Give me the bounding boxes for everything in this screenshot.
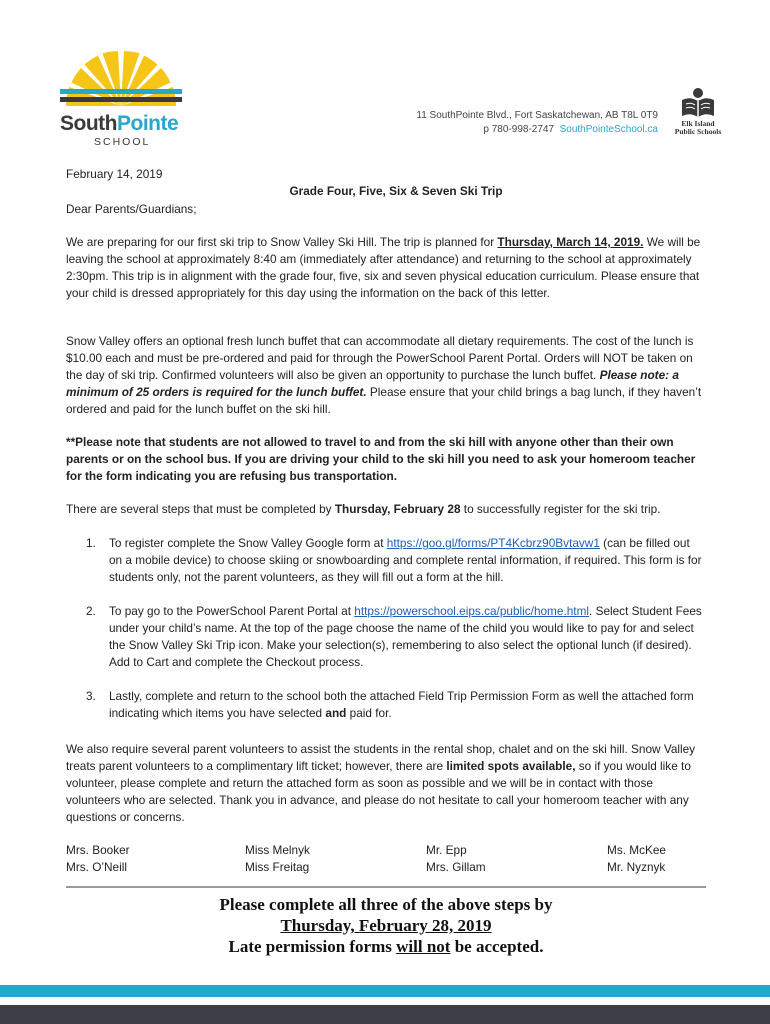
step-number: 1. <box>86 536 96 550</box>
paragraph-lunch <box>66 333 706 418</box>
logo-stripe-dark <box>60 97 182 102</box>
school-subtitle: SCHOOL <box>94 136 151 148</box>
powerschool-link[interactable]: https://powerschool.eips.ca/public/home.html <box>354 604 590 618</box>
division-line2: Public Schools <box>674 127 722 136</box>
school-name-part1: South <box>60 112 117 135</box>
division-name <box>668 120 728 136</box>
book-icon <box>676 86 720 120</box>
teacher-name: Ms. McKee <box>607 843 666 857</box>
p1-text-b: We will be leaving the school at approximately 8:40 am (immediately after attendance) and returning to the school at approximately 2:30pm. This trip is in alignment with the grade four, five, six and seven physical education curriculum. Please ensure that your child is dressed appropriately for this day using the information on the back of this letter. <box>66 235 701 300</box>
p2-text-a: Snow Valley offers an optional fresh lunch buffet that can accommodate all dietary requirements. The cost of the lunch is $10.00 each and must be pre-ordered and paid for through the PowerSchool Parent Portal. Orders will NOT be taken on the day of ski trip. Confirmed volunteers will also be given an opportunity to purchase the lunch buffet. <box>66 334 694 382</box>
google-form-link[interactable]: https://goo.gl/forms/PT4Kcbrz90Bvtavw1 <box>386 536 600 550</box>
final-line3 <box>66 936 706 957</box>
school-address <box>416 109 658 137</box>
p4-text-b: to successfully register for the ski trip. <box>460 502 661 516</box>
list-item <box>66 688 706 722</box>
step-text: paid for. <box>346 706 392 720</box>
teacher-column <box>66 842 245 876</box>
step-text: Lastly, complete and return to the school both the attached Field Trip Permission Form as well the attached form indicating which items you have selected <box>109 689 694 720</box>
teacher-name: Mr. Nyznyk <box>607 860 666 874</box>
final-line3-a: Late permission forms <box>228 937 397 956</box>
limited-spots: limited spots available, <box>446 759 576 773</box>
teacher-name: Mrs. Booker <box>66 843 130 857</box>
final-line3-emphasis: will not <box>396 937 451 956</box>
step-text: . Select Student Fees under your child’s name. At the top of the page choose the name of the child you would like to pay for and select the Snow Valley Ski Trip icon. Make your selection(s), remembering to also select the optional lunch (if desired). Add to Cart and complete the Checkout process. <box>109 604 702 669</box>
logo-stripe-blue <box>60 89 182 94</box>
teacher-signatures <box>66 842 706 876</box>
teacher-column <box>245 842 426 876</box>
paragraph-transport-note: **Please note that students are not allowed to travel to and from the ski hill with anyone other than their own parents or on the school bus. If you are driving your child to the ski hill you need to ask your homeroom teacher for the form indicating you are refusing bus transportation. <box>66 435 696 483</box>
teacher-name: Miss Freitag <box>245 860 310 874</box>
step-text: To pay go to the PowerSchool Parent Portal at <box>109 604 355 618</box>
school-website[interactable]: SouthPointeSchool.ca <box>559 124 658 135</box>
teacher-name: Miss Melnyk <box>245 843 310 857</box>
step-text: (can be filled out on a mobile device) to choose skiing or snowboarding and complete rental information, if required. This form is for students only, not the parent volunteers, as they will fill out a form at the hill. <box>109 536 702 584</box>
final-deadline: Thursday, February 28, 2019 <box>280 916 492 935</box>
list-item <box>66 603 706 671</box>
step-emphasis: and <box>325 706 347 720</box>
paragraph-trip-info <box>66 234 706 302</box>
teacher-name: Mrs. Gillam <box>426 860 486 874</box>
steps-list <box>66 535 706 722</box>
salutation: Dear Parents/Guardians; <box>66 202 197 216</box>
teacher-column <box>426 842 607 876</box>
school-name-part2: Pointe <box>116 112 179 135</box>
phone-number: p 780-998-2747 <box>483 124 555 135</box>
list-item <box>66 535 706 586</box>
division-line1: Elk Island <box>681 119 715 128</box>
trip-date: Thursday, March 14, 2019. <box>497 235 644 249</box>
p1-text-a: We are preparing for our first ski trip to Snow Valley Ski Hill. The trip is planned for <box>66 235 498 249</box>
p5-text-b: so if you would like to volunteer, please complete and return the attached form as soon as possible and we will be in contact with those volunteers who are selected. Thank you in advance, and please do not hesitate to call your homeroom teacher with any questions or concerns. <box>66 759 691 824</box>
lunch-note: Please note: a minimum of 25 orders is required for the lunch buffet. <box>66 368 679 399</box>
step-text: To register complete the Snow Valley Google form at <box>109 536 387 550</box>
final-notice <box>66 894 706 957</box>
contact-line <box>416 123 658 137</box>
deadline-date: Thursday, February 28 <box>334 502 461 516</box>
step-number: 3. <box>86 689 96 703</box>
teacher-name: Mr. Epp <box>426 843 467 857</box>
letter-title: Grade Four, Five, Six & Seven Ski Trip <box>289 184 503 198</box>
footer-bar-dark <box>0 1005 770 1024</box>
final-line3-b: be accepted. <box>450 937 544 956</box>
p2-text-b: Please ensure that your child brings a bag lunch, if they haven’t ordered and paid for the lunch buffet on the ski hill. <box>66 385 702 416</box>
divider <box>66 886 706 888</box>
letter-date: February 14, 2019 <box>66 167 163 181</box>
teacher-column <box>607 842 706 876</box>
final-line1: Please complete all three of the above steps by <box>219 895 553 914</box>
p4-text-a: There are several steps that must be completed by <box>66 502 335 516</box>
school-name <box>60 112 178 136</box>
teacher-name: Mrs. O’Neill <box>66 860 127 874</box>
step-number: 2. <box>86 604 96 618</box>
paragraph-volunteers <box>66 741 706 826</box>
paragraph-steps-intro <box>66 501 706 518</box>
footer-bar-blue <box>0 985 770 997</box>
p5-text-a: We also require several parent volunteers to assist the students in the rental shop, chalet and on the ski hill. Snow Valley treats parent volunteers to a complimentary lift ticket; however, there are <box>66 742 696 773</box>
address-line: 11 SouthPointe Blvd., Fort Saskatchewan, AB T8L 0T9 <box>416 110 658 121</box>
